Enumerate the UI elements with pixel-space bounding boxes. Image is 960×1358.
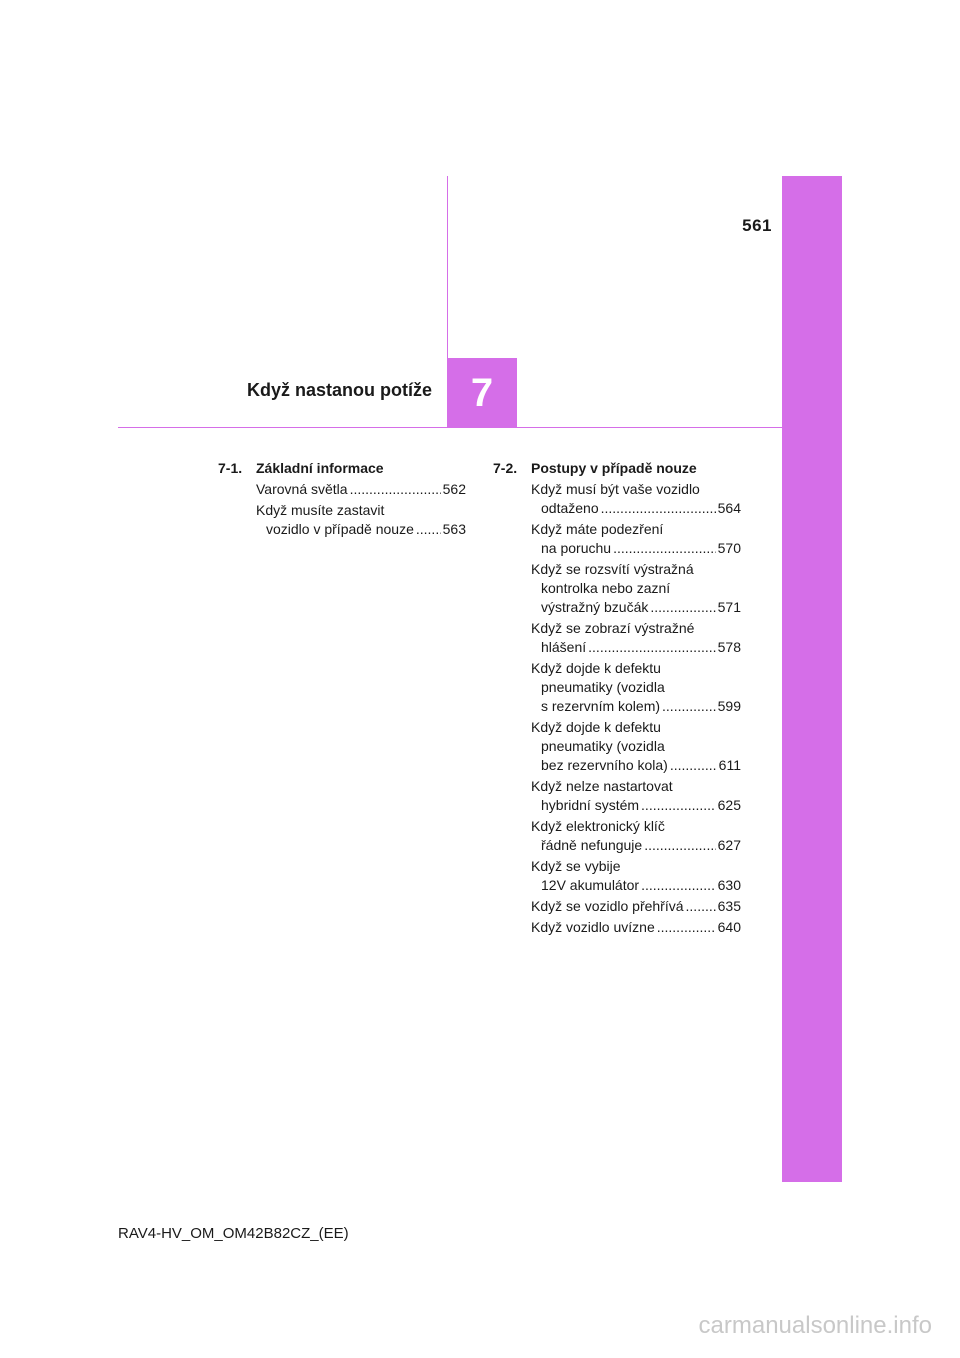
toc-dot-leader <box>670 756 717 775</box>
toc-entry-line <box>531 737 741 756</box>
toc-entry-text: řádně nefunguje <box>541 837 643 853</box>
toc-entry-text: Když se zobrazí výstražné <box>531 620 695 636</box>
toc-dot-leader <box>416 520 441 539</box>
chapter-side-tab <box>782 176 842 1182</box>
toc-entry-page: 627 <box>717 837 741 853</box>
toc-entry-text: výstražný bzučák <box>541 599 649 615</box>
footer-code: RAV4-HV_OM_OM42B82CZ_(EE) <box>118 1225 349 1242</box>
toc-entry-text: kontrolka nebo zazní <box>541 580 671 596</box>
toc-entry[interactable] <box>493 718 741 775</box>
toc-entry-page: 562 <box>442 481 466 497</box>
toc-entry-text: Když nelze nastartovat <box>531 778 673 794</box>
toc-entry-text: Když musí být vaše vozidlo <box>531 481 700 497</box>
toc-entry-text: hybridní systém <box>541 797 640 813</box>
toc-entry-text: vozidlo v případě nouze <box>266 521 414 537</box>
toc-entry[interactable] <box>493 520 741 558</box>
toc-entry-text: Když dojde k defektu <box>531 660 661 676</box>
toc-entry[interactable] <box>218 501 466 539</box>
toc-section-heading <box>218 459 466 478</box>
toc-entry-line <box>531 638 741 657</box>
toc-entry-text: Když se vybije <box>531 858 621 874</box>
page-number: 561 <box>742 216 772 235</box>
toc-entry-line <box>531 697 741 716</box>
toc-entry-page: 611 <box>718 757 741 773</box>
toc-entry-page: 571 <box>717 599 741 615</box>
toc-entry-line <box>531 619 741 638</box>
toc-section-heading <box>493 459 741 478</box>
toc-entry[interactable] <box>493 918 741 937</box>
toc-entry-text: Když se vozidlo přehřívá <box>531 898 684 914</box>
toc-entry-line <box>531 560 741 579</box>
toc-entry[interactable] <box>493 659 741 716</box>
toc-entry-text: bez rezervního kola) <box>541 757 668 773</box>
toc-left-column <box>218 459 466 541</box>
toc-dot-leader <box>613 539 716 558</box>
vertical-divider <box>447 176 448 359</box>
toc-entry-page: 578 <box>717 639 741 655</box>
toc-entry[interactable] <box>493 897 741 916</box>
toc-entry-line <box>531 598 741 617</box>
toc-entry-text: Varovná světla <box>256 481 348 497</box>
toc-entry-page: 625 <box>717 797 741 813</box>
toc-right-column <box>493 459 741 939</box>
toc-entry-text: pneumatiky (vozidla <box>541 679 665 695</box>
toc-entry-text: na poruchu <box>541 540 612 556</box>
toc-entry-page: 570 <box>717 540 741 556</box>
chapter-title: Když nastanou potíže <box>246 380 432 400</box>
toc-entry-line <box>531 579 741 598</box>
toc-dot-leader <box>650 598 715 617</box>
toc-entry-text: 12V akumulátor <box>541 877 640 893</box>
toc-entry-text: hlášení <box>541 639 587 655</box>
toc-entry-text: Když dojde k defektu <box>531 719 661 735</box>
toc-entry-line <box>531 836 741 855</box>
toc-entry-text: Když se rozsvítí výstražná <box>531 561 694 577</box>
toc-entry-line <box>531 718 741 737</box>
toc-entry-line <box>531 499 741 518</box>
toc-entry-line <box>531 659 741 678</box>
chapter-number-box: 7 <box>447 358 517 428</box>
watermark: carmanualsonline.info <box>698 1312 932 1339</box>
toc-entry-page: 599 <box>717 698 741 714</box>
toc-entry-text: pneumatiky (vozidla <box>541 738 665 754</box>
toc-dot-leader <box>641 796 716 815</box>
toc-entry-text: odtaženo <box>541 500 599 516</box>
toc-section-title: Základní informace <box>256 460 384 476</box>
toc-entry-line <box>531 876 741 895</box>
toc-entry-text: Když máte podezření <box>531 521 664 537</box>
toc-entry-line <box>531 678 741 697</box>
toc-entry-text: Když musíte zastavit <box>256 502 385 518</box>
toc-entry-text: Když elektronický klíč <box>531 818 665 834</box>
toc-entry[interactable] <box>493 817 741 855</box>
toc-entry[interactable] <box>493 777 741 815</box>
toc-entry-page: 563 <box>442 521 466 537</box>
horizontal-divider <box>118 427 782 428</box>
toc-dot-leader <box>686 897 716 916</box>
toc-dot-leader <box>641 876 716 895</box>
toc-entry-line <box>531 756 741 775</box>
toc-dot-leader <box>588 638 715 657</box>
toc-entry-line <box>256 501 466 520</box>
toc-dot-leader <box>601 499 716 518</box>
toc-entry-line <box>531 480 741 499</box>
toc-entry-page: 564 <box>717 500 741 516</box>
toc-section-title: Postupy v případě nouze <box>531 460 697 476</box>
toc-dot-leader <box>644 836 715 855</box>
toc-entry-page: 635 <box>717 898 741 914</box>
toc-dot-leader <box>350 480 441 499</box>
toc-dot-leader <box>657 918 716 937</box>
toc-entry-line <box>531 539 741 558</box>
toc-dot-leader <box>662 697 716 716</box>
toc-entry[interactable] <box>493 480 741 518</box>
toc-entry[interactable] <box>493 619 741 657</box>
toc-entry-line <box>531 857 741 876</box>
toc-entry-line <box>531 777 741 796</box>
toc-entry-text: s rezervním kolem) <box>541 698 661 714</box>
toc-entry-line <box>531 918 741 937</box>
toc-section-number: 7-1. <box>218 460 243 476</box>
toc-entry-page: 630 <box>717 877 741 893</box>
toc-entry[interactable] <box>218 480 466 499</box>
toc-entry-line <box>256 480 466 499</box>
toc-entry[interactable] <box>493 560 741 617</box>
toc-entry-line <box>531 817 741 836</box>
toc-entry-page: 640 <box>717 919 741 935</box>
toc-section-number: 7-2. <box>493 460 518 476</box>
toc-entry-line <box>531 520 741 539</box>
toc-entry-text: Když vozidlo uvízne <box>531 919 655 935</box>
toc-entry-line <box>531 796 741 815</box>
toc-entry-line <box>256 520 466 539</box>
toc-entry[interactable] <box>493 857 741 895</box>
toc-entry-line <box>531 897 741 916</box>
